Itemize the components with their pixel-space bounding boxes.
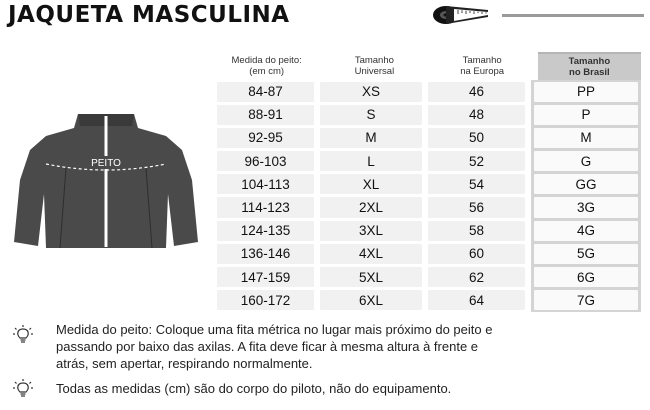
- brazil-column-band: [531, 126, 641, 149]
- brazil-column-band: [531, 80, 641, 103]
- cell-chest: 96-103: [217, 151, 314, 171]
- header-europe: Tamanho na Europa: [460, 55, 505, 77]
- cell-brazil: G: [534, 151, 638, 171]
- chest-note-line-3: atrás, sem apertar, respirando normalmente.: [56, 356, 313, 371]
- cell-europe: 46: [428, 82, 525, 102]
- cell-europe: 60: [428, 244, 525, 264]
- table-row: [214, 266, 644, 289]
- lightbulb-icon: [12, 378, 34, 400]
- cell-europe: 52: [428, 151, 525, 171]
- chest-label: PEITO: [91, 158, 121, 169]
- cell-europe: 54: [428, 174, 525, 194]
- table-row: [214, 196, 644, 219]
- size-chart-table: [214, 52, 644, 312]
- cell-chest: 88-91: [217, 105, 314, 125]
- cell-chest: 114-123: [217, 197, 314, 217]
- brazil-column-band: [531, 150, 641, 173]
- brazil-column-band: [531, 266, 641, 289]
- cell-europe: 50: [428, 128, 525, 148]
- lightbulb-icon: [12, 324, 34, 346]
- cell-universal: S: [320, 105, 422, 125]
- brazil-column-band: [531, 103, 641, 126]
- jacket-illustration: [6, 110, 206, 250]
- cell-chest: 84-87: [217, 82, 314, 102]
- brazil-column-band: [531, 289, 641, 312]
- cell-chest: 104-113: [217, 174, 314, 194]
- cell-universal: M: [320, 128, 422, 148]
- cell-brazil: PP: [534, 82, 638, 102]
- cell-brazil: P: [534, 105, 638, 125]
- header-chest: Medida do peito: (em cm): [231, 55, 302, 77]
- cell-universal: 3XL: [320, 221, 422, 241]
- cell-universal: XL: [320, 174, 422, 194]
- measuring-tape-icon: [432, 4, 490, 26]
- cell-brazil: 5G: [534, 244, 638, 264]
- header-brazil: Tamanho no Brasil: [538, 52, 641, 80]
- table-row: [214, 103, 644, 126]
- cell-universal: XS: [320, 82, 422, 102]
- cell-europe: 64: [428, 290, 525, 310]
- cell-universal: 2XL: [320, 197, 422, 217]
- cell-chest: 124-135: [217, 221, 314, 241]
- cell-brazil: M: [534, 128, 638, 148]
- header-universal: Tamanho Universal: [354, 55, 395, 77]
- table-row: [214, 219, 644, 242]
- cell-europe: 62: [428, 267, 525, 287]
- cell-brazil: 7G: [534, 290, 638, 310]
- page-title: JAQUETA MASCULINA: [8, 2, 290, 28]
- cell-europe: 56: [428, 197, 525, 217]
- table-header: [214, 52, 644, 80]
- cell-chest: 160-172: [217, 290, 314, 310]
- cell-europe: 58: [428, 221, 525, 241]
- table-row: [214, 242, 644, 265]
- chest-note-line-1: Medida do peito: Coloque uma fita métrica no lugar mais próximo do peito e: [56, 322, 493, 337]
- brazil-column-band: [531, 196, 641, 219]
- cell-chest: 92-95: [217, 128, 314, 148]
- cell-brazil: 3G: [534, 197, 638, 217]
- cell-universal: 5XL: [320, 267, 422, 287]
- cell-chest: 136-146: [217, 244, 314, 264]
- body-note-text: Todas as medidas (cm) são do corpo do piloto, não do equipamento.: [56, 381, 452, 396]
- cell-universal: 4XL: [320, 244, 422, 264]
- cell-chest: 147-159: [217, 267, 314, 287]
- brazil-column-band: [531, 173, 641, 196]
- brazil-column-band: [531, 219, 641, 242]
- table-row: [214, 150, 644, 173]
- cell-universal: L: [320, 151, 422, 171]
- cell-europe: 48: [428, 105, 525, 125]
- brazil-column-band: [531, 242, 641, 265]
- title-divider: [502, 14, 644, 17]
- chest-note-line-2: passando por baixo das axilas. A fita deve ficar à mesma altura à frente e: [56, 339, 479, 354]
- cell-brazil: 6G: [534, 267, 638, 287]
- cell-universal: 6XL: [320, 290, 422, 310]
- table-row: [214, 289, 644, 312]
- table-body: [214, 80, 644, 312]
- table-row: [214, 173, 644, 196]
- cell-brazil: GG: [534, 174, 638, 194]
- table-row: [214, 126, 644, 149]
- table-row: [214, 80, 644, 103]
- cell-brazil: 4G: [534, 221, 638, 241]
